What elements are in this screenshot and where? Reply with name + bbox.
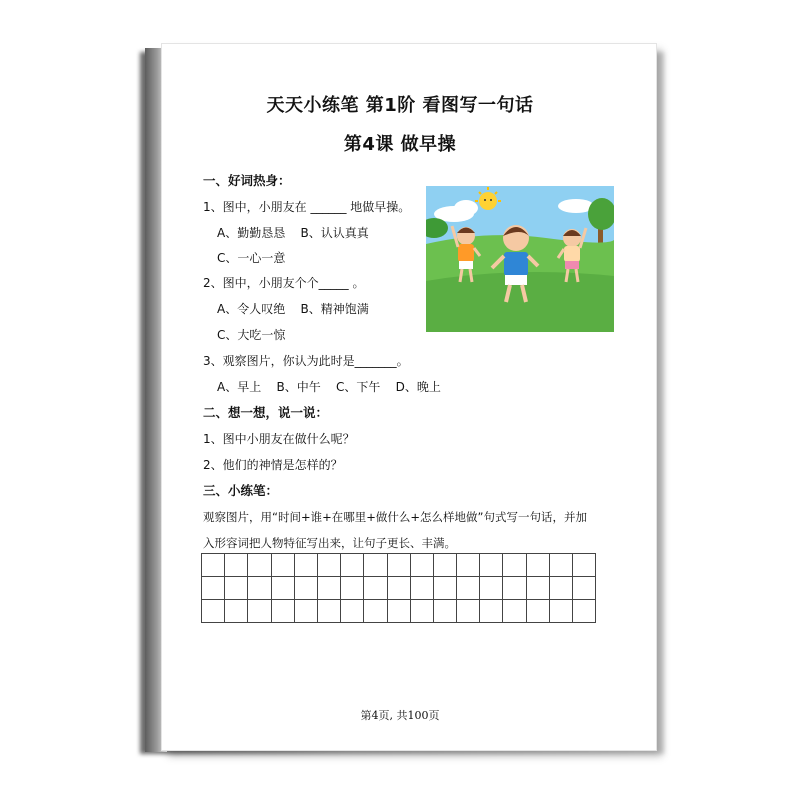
writing-cell[interactable] [526, 600, 549, 623]
writing-cell[interactable] [573, 554, 596, 577]
writing-cell[interactable] [225, 577, 248, 600]
writing-cell[interactable] [248, 600, 271, 623]
q1-stem: 1、图中，小朋友在 ______ 地做早操。 [203, 200, 411, 214]
writing-cell[interactable] [271, 554, 294, 577]
writing-cell[interactable] [410, 577, 433, 600]
illustration-svg [426, 186, 614, 332]
writing-cell[interactable] [433, 554, 456, 577]
lesson-title: 第4课 做早操 [343, 134, 457, 155]
q1-options-ab: A、勤勤恳恳 B、认认真真 [217, 226, 369, 240]
writing-cell[interactable] [387, 600, 410, 623]
writing-cell[interactable] [202, 554, 225, 577]
writing-cell[interactable] [225, 554, 248, 577]
worksheet-title: 天天小练笔 第1阶 看图写一句话 [266, 95, 534, 116]
writing-cell[interactable] [202, 577, 225, 600]
writing-cell[interactable] [503, 600, 526, 623]
writing-grid-row [202, 577, 596, 600]
writing-cell[interactable] [271, 600, 294, 623]
writing-cell[interactable] [410, 600, 433, 623]
q2-stem: 2、图中，小朋友个个_____ 。 [203, 276, 365, 290]
writing-cell[interactable] [433, 600, 456, 623]
writing-cell[interactable] [549, 600, 572, 623]
writing-grid-row [202, 554, 596, 577]
writing-cell[interactable] [387, 554, 410, 577]
writing-cell[interactable] [248, 554, 271, 577]
writing-cell[interactable] [480, 600, 503, 623]
writing-cell[interactable] [271, 577, 294, 600]
writing-cell[interactable] [526, 554, 549, 577]
writing-cell[interactable] [364, 600, 387, 623]
writing-cell[interactable] [341, 577, 364, 600]
q2-option-c: C、大吃一惊 [217, 328, 286, 342]
writing-cell[interactable] [317, 577, 340, 600]
writing-cell[interactable] [364, 554, 387, 577]
writing-cell[interactable] [503, 577, 526, 600]
writing-cell[interactable] [480, 577, 503, 600]
writing-cell[interactable] [317, 554, 340, 577]
writing-cell[interactable] [457, 600, 480, 623]
q3-stem: 3、观察图片，你认为此时是_______。 [203, 354, 409, 368]
writing-cell[interactable] [433, 577, 456, 600]
section2-heading: 二、想一想，说一说： [203, 405, 329, 420]
writing-cell[interactable] [248, 577, 271, 600]
writing-cell[interactable] [341, 600, 364, 623]
section3-heading: 三、小练笔： [203, 483, 279, 498]
writing-cell[interactable] [526, 577, 549, 600]
writing-cell[interactable] [457, 577, 480, 600]
q1-option-c: C、一心一意 [217, 251, 286, 265]
writing-cell[interactable] [410, 554, 433, 577]
q3-options: A、早上 B、中午 C、下午 D、晚上 [217, 380, 441, 394]
writing-cell[interactable] [573, 577, 596, 600]
writing-cell[interactable] [202, 600, 225, 623]
section2-q2: 2、他们的神情是怎样的？ [203, 458, 343, 472]
writing-cell[interactable] [387, 577, 410, 600]
section3-instruction-line2: 入形容词把人物特征写出来，让句子更长、丰满。 [203, 536, 456, 550]
section3-instruction-line1: 观察图片，用“时间+谁+在哪里+做什么+怎么样地做”句式写一句话，并加 [203, 510, 587, 524]
writing-cell[interactable] [364, 577, 387, 600]
section1-heading: 一、好词热身： [203, 173, 291, 188]
writing-cell[interactable] [225, 600, 248, 623]
writing-cell[interactable] [549, 577, 572, 600]
writing-cell[interactable] [294, 554, 317, 577]
writing-cell[interactable] [480, 554, 503, 577]
writing-cell[interactable] [573, 600, 596, 623]
writing-cell[interactable] [294, 577, 317, 600]
writing-cell[interactable] [457, 554, 480, 577]
writing-cell[interactable] [294, 600, 317, 623]
section2-q1: 1、图中小朋友在做什么呢？ [203, 432, 355, 446]
writing-grid[interactable] [201, 553, 596, 623]
writing-cell[interactable] [341, 554, 364, 577]
writing-cell[interactable] [549, 554, 572, 577]
q2-options-ab: A、令人叹绝 B、精神饱满 [217, 302, 369, 316]
writing-cell[interactable] [317, 600, 340, 623]
writing-grid-row [202, 600, 596, 623]
writing-cell[interactable] [503, 554, 526, 577]
children-morning-exercise-illustration [426, 186, 614, 332]
page-footer: 第4页, 共100页 [360, 709, 440, 722]
